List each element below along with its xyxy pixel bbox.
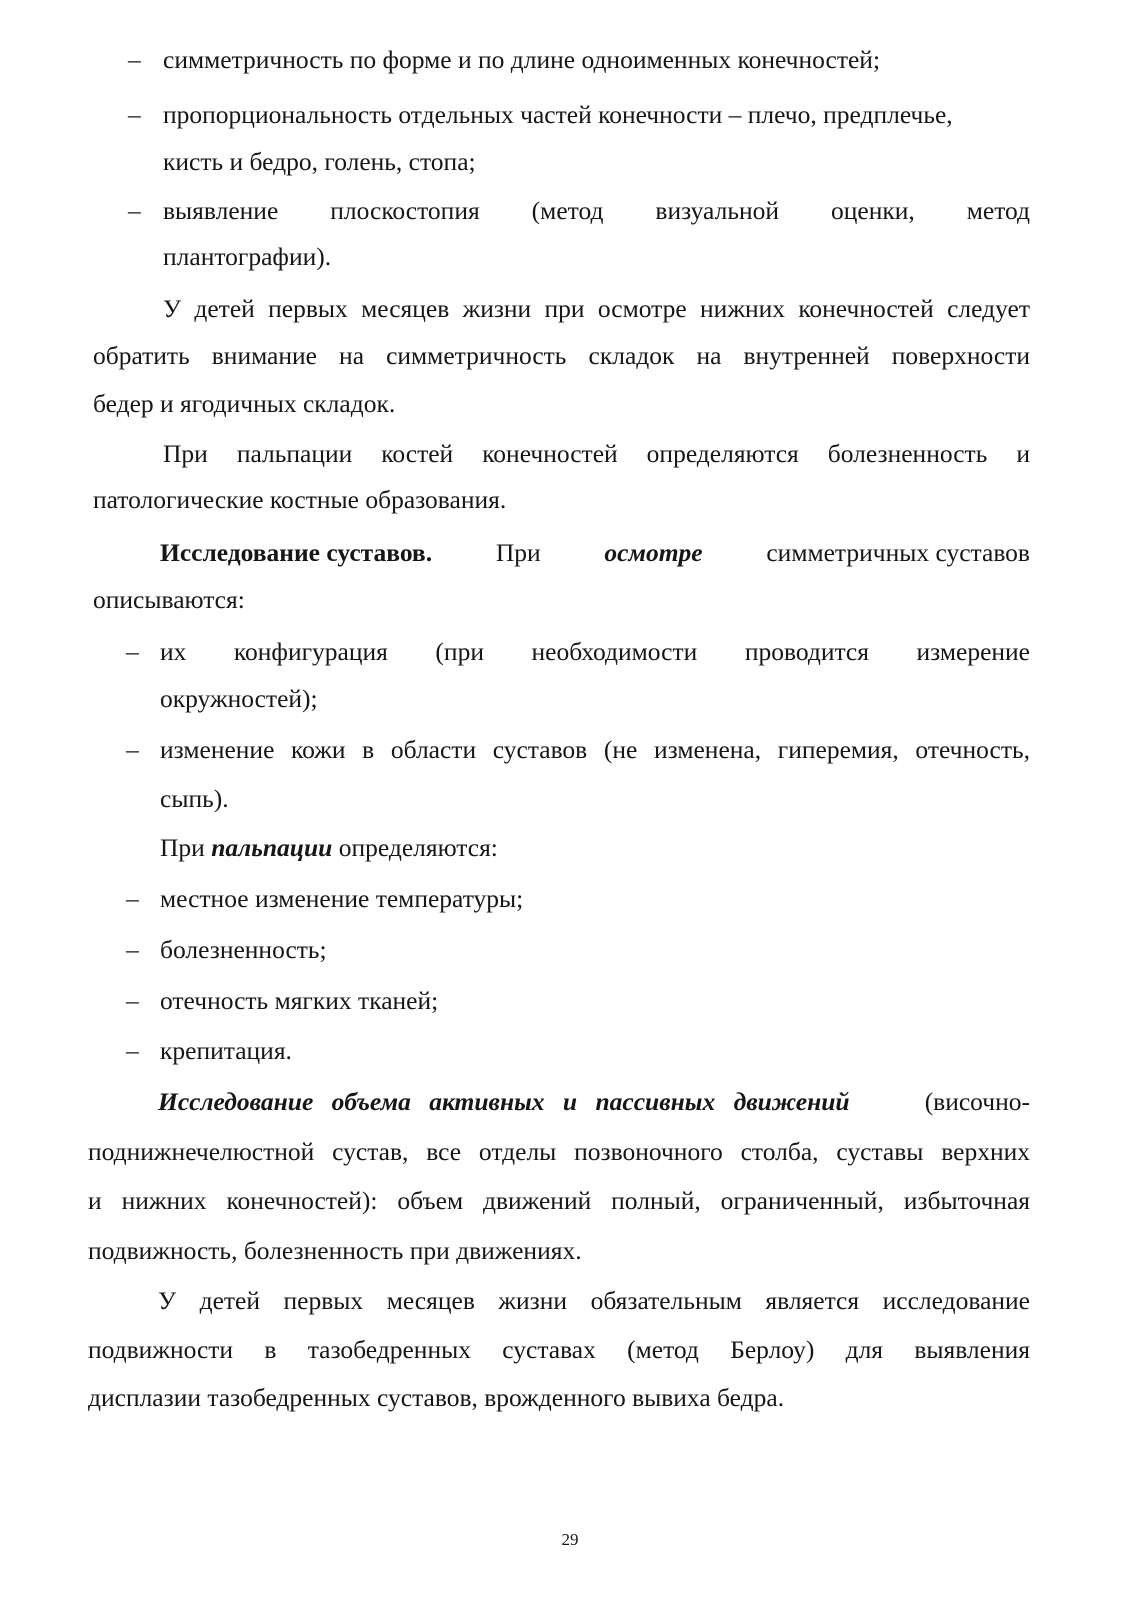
list-item-text: местное изменение температуры; bbox=[160, 884, 524, 913]
paragraph-line: подвижность, болезненность при движениях. bbox=[88, 1236, 582, 1265]
list-dash: – bbox=[126, 986, 139, 1015]
list-item-text: пропорциональность отдельных частей конечности – плечо, предплечье, bbox=[163, 100, 953, 129]
paragraph-line: У детей первых месяцев жизни при осмотре нижних конечностей следует bbox=[163, 294, 1030, 323]
list-item-text: окружностей); bbox=[160, 684, 318, 713]
list-dash: – bbox=[128, 100, 141, 129]
list-item-text: изменение кожи в области суставов (не изменена, гиперемия, отечность, bbox=[160, 735, 1030, 764]
list-item-text: крепитация. bbox=[160, 1036, 292, 1065]
list-item-text: их конфигурация (при необходимости проводится измерение bbox=[160, 637, 1030, 666]
list-item-text: отечность мягких тканей; bbox=[160, 986, 439, 1015]
list-dash: – bbox=[128, 196, 141, 225]
joints-text: При bbox=[495, 538, 541, 567]
list-item-text bbox=[163, 195, 1030, 227]
paragraph-line: описываются: bbox=[93, 585, 245, 614]
list-item-text: симметричность по форме и по длине одноименных конечностей; bbox=[163, 45, 881, 74]
paragraph-line: и нижних конечностей): объем движений полный, ограниченный, избыточная bbox=[88, 1186, 1030, 1215]
palpation-text: При bbox=[160, 833, 205, 862]
motion-heading: Исследование объема активных и пассивных движений bbox=[158, 1087, 850, 1116]
joints-text: симметричных суставов bbox=[766, 538, 1030, 567]
list-item-text: кисть и бедро, голень, стопа; bbox=[163, 147, 476, 176]
palpation-line bbox=[160, 832, 498, 864]
joints-paragraph-line bbox=[160, 537, 1030, 569]
list-item-text: сыпь). bbox=[160, 784, 229, 813]
list-dash: – bbox=[126, 935, 139, 964]
list-item-text: болезненность; bbox=[160, 935, 327, 964]
list-item-text: выявление плоскостопия (метод визуальной оценки, метод bbox=[163, 196, 1030, 225]
list-dash: – bbox=[126, 884, 139, 913]
joints-emphasis: осмотре bbox=[604, 538, 703, 567]
joints-heading: Исследование суставов. bbox=[160, 538, 433, 567]
list-dash: – bbox=[126, 637, 139, 666]
palpation-emphasis: пальпации bbox=[211, 833, 333, 862]
motion-paragraph-line bbox=[158, 1086, 1030, 1118]
motion-text: (височно- bbox=[924, 1087, 1030, 1116]
paragraph-line: обратить внимание на симметричность складок на внутренней поверхности bbox=[93, 341, 1030, 370]
palpation-text: определяются: bbox=[338, 833, 498, 862]
paragraph-line: При пальпации костей конечностей определяются болезненность и bbox=[163, 439, 1030, 468]
paragraph-line: подвижности в тазобедренных суставах (метод Берлоу) для выявления bbox=[88, 1335, 1030, 1364]
list-dash: – bbox=[126, 735, 139, 764]
paragraph-line: бедер и ягодичных складок. bbox=[93, 389, 396, 418]
list-dash: – bbox=[128, 45, 141, 74]
page-number: 29 bbox=[561, 1530, 579, 1549]
paragraph-line: поднижнечелюстной сустав, все отделы позвоночного столба, суставы верхних bbox=[88, 1137, 1030, 1166]
list-dash: – bbox=[126, 1036, 139, 1065]
paragraph-line: патологические костные образования. bbox=[93, 485, 507, 514]
paragraph-line: У детей первых месяцев жизни обязательным является исследование bbox=[158, 1286, 1030, 1315]
list-item-text: плантографии). bbox=[163, 242, 332, 271]
paragraph-line: дисплазии тазобедренных суставов, врожденного вывиха бедра. bbox=[88, 1383, 785, 1412]
